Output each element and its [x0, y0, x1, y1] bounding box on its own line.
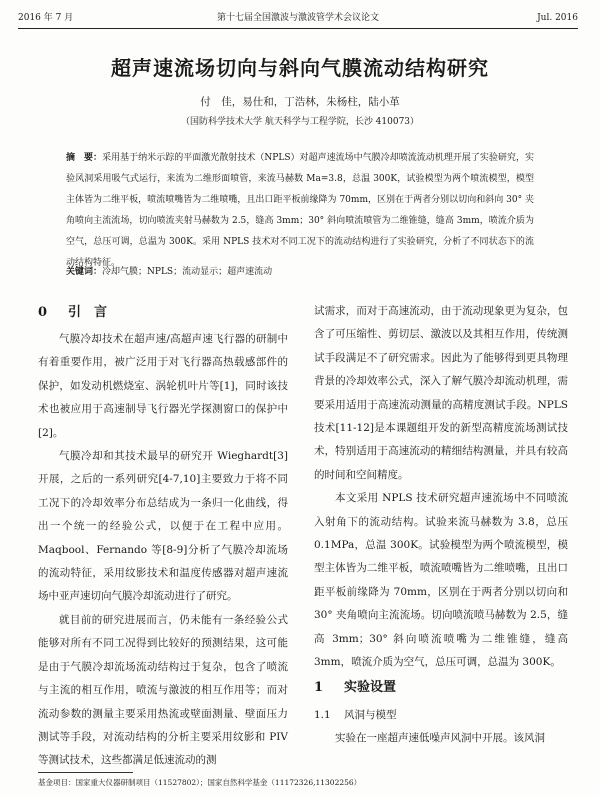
intro-paragraph-2: 气膜冷却和其技术最早的研究开 Wieghardt[3]开展，之后的一系列研究[4-7,10]主要致力于将不同工况下的冷却效率分布总结成为一条归一化曲线，得出一个统一的经验公式，以便于在工程中应用。Maqbool、Fernando 等[8-9]分析了气膜冷却流场的流动特征，采用纹影技术和温度传感器对超声速流场中亚声速切向气膜冷却流动进行了研究。 — [38, 450, 288, 603]
section-title: 实验设置 — [344, 679, 397, 695]
subsection-heading — [314, 703, 568, 727]
header-date-en: Jul. 2016 — [537, 13, 578, 23]
author-list: 付 佳，易仕和，丁浩林，朱杨柱，陆小革 — [200, 96, 400, 108]
paper-title: 超声速流场切向与斜向气膜流动结构研究 — [111, 56, 489, 80]
running-header — [18, 8, 578, 29]
subsection-number: 1.1 — [314, 708, 331, 721]
section-heading-setup — [314, 675, 568, 701]
intro-paragraph-4: 试需求，而对于高速流动，由于流动现象更为复杂，包含了可压缩性、剪切层、激波以及其相互作用，传统测试手段满足不了研究需求。因此为了能够得到更具物理背景的冷却效率公式，深入了解气膜冷却流动机理，需要采用适用于高速流动测量的高精度测试手段。NPLS 技术[11-12]是本课题组开发的新型高精度流场测试技术，特别适用于高速流动的精细结构测量，并具有较高的时间和空间精度。 — [314, 305, 568, 481]
funding-footnote: 基金项目：国家重大仪器研制项目（11527802）；国家自然科学基金（11172326,11302256） — [38, 778, 362, 787]
section-number: 0 — [38, 305, 48, 320]
affiliation: （国防科学技术大学 航天科学与工程学院，长沙 410073） — [180, 117, 420, 127]
section-title: 引 言 — [68, 305, 108, 320]
intro-paragraph-1: 气膜冷却技术在超声速/高超声速飞行器的研制中有着重要作用，被广泛用于对飞行器高热载感部件的保护，如发动机燃烧室、涡轮机叶片等[1]，同时该技术也被应用于高速制导飞行器光学探测窗口的保护中[2]。 — [38, 333, 288, 439]
keywords — [66, 262, 534, 283]
setup-paragraph-1: 实验在一座超声速低噪声风洞中开展。该风洞 — [335, 731, 545, 744]
right-column — [314, 300, 568, 750]
abstract-label: 摘 要： — [66, 153, 103, 163]
header-conference: 第十七届全国激波与激波管学术会议论文 — [216, 13, 379, 23]
footnote-rule — [38, 772, 133, 773]
keywords-text: 冷却气膜；NPLS；流动显示；超声速流动 — [102, 267, 273, 277]
header-date: 2016 年 7 月 — [18, 13, 74, 23]
section-heading-intro — [38, 300, 288, 326]
abstract-text: 采用基于纳米示踪的平面激光散射技术（NPLS）对超声速流场中气膜冷却喷流流动机理开展了实验研究，实验风洞采用吸气式运行，来流为二维形面喷管，来流马赫数 Ma=3.8，总温 300K，试验模型为两个喷流模型，模型主体皆为二维平板，喷流喷嘴皆为二维喷嘴，且出口距平板前缘降为 70mm，区别在于两者分别以切向和斜向 30° 夹角喷向主流流场，切向喷流夹射马赫数为 2.5，缝高 3mm；30° 斜向喷流喷管为二维锥缝，缝高 3mm，喷流介质为空气，总压可调，总温为 300K。采用 NPLS 技术对不同工况下的流动结构进行了实验研究，分析了不同状态下的流动结构特征。 — [66, 153, 534, 268]
left-column — [38, 300, 288, 773]
intro-paragraph-5: 本文采用 NPLS 技术研究超声速流场中不同喷流入射角下的流动结构。试验来流马赫数为 3.8，总压 0.1MPa，总温 300K。试验模型为两个喷流模型，模型主体皆为二维平板，喷流喷嘴皆为二维喷嘴，且出口距平板前缘降为 70mm，区别在于两者分别以切向和 30° 夹角喷向主流流场。切向喷流喷马赫数为 2.5，缝高 3mm；30° 斜向喷流喷嘴为二维锥缝，缝高 3mm，喷流介质为空气，总压可调，总温为 300K。 — [314, 492, 568, 669]
keywords-label: 关键词： — [66, 267, 103, 277]
intro-paragraph-3: 就目前的研究进展而言，仍未能有一条经验公式能够对所有不同工况得到比较好的预测结果，这可能是由于气膜冷却流场流动结构过于复杂，包含了喷流与主流的相互作用，喷流与激波的相互作用等；而对流动参数的测量主要采用热流或壁面测量、壁面压力测试等手段，对流动结构的分析主要采用纹影和 PIV 等测试技术，这些都满足低速流动的测 — [38, 613, 288, 767]
abstract — [66, 148, 534, 274]
section-number: 1 — [314, 679, 324, 695]
subsection-title: 风洞与模型 — [344, 708, 397, 721]
